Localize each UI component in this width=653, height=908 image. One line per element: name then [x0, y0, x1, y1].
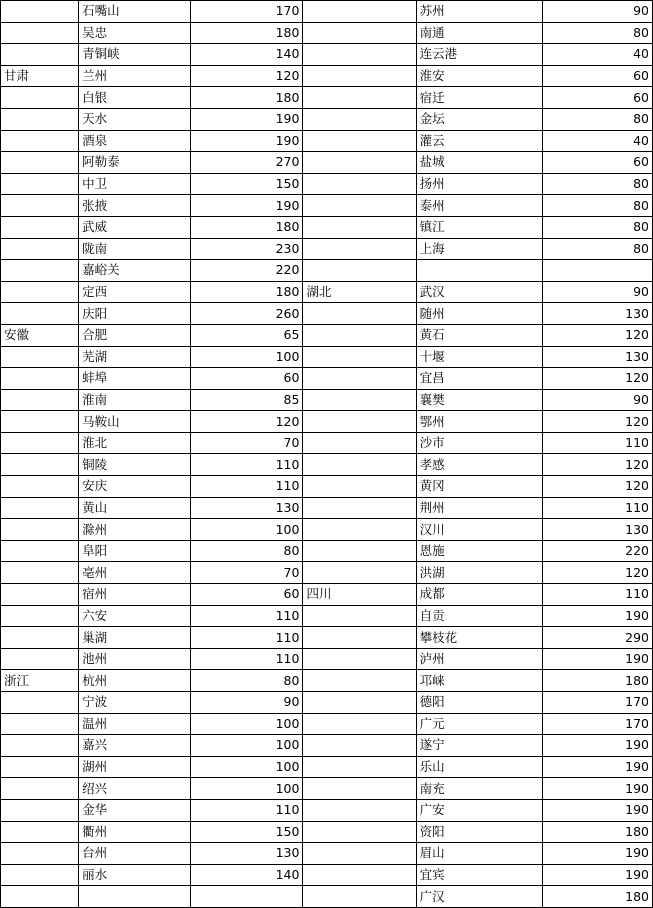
value-cell: 65 [191, 324, 303, 346]
province-cell-right [303, 648, 416, 670]
table-row [1, 476, 653, 498]
table-row [1, 260, 653, 282]
city-cell-right: 洪湖 [416, 562, 542, 584]
province-cell-right [303, 1, 416, 23]
table-row [1, 584, 653, 606]
value-cell: 100 [191, 519, 303, 541]
value-cell: 110 [191, 454, 303, 476]
city-cell: 蚌埠 [79, 368, 191, 390]
province-cell [1, 346, 79, 368]
province-cell-right [303, 216, 416, 238]
city-cell: 定西 [79, 281, 191, 303]
table-row [1, 692, 653, 714]
province-cell-right [303, 260, 416, 282]
city-cell-right: 宜宾 [416, 864, 542, 886]
value-cell-right: 120 [542, 562, 652, 584]
province-cell [1, 22, 79, 44]
value-cell: 110 [191, 605, 303, 627]
table-row [1, 778, 653, 800]
province-cell-right: 湖北 [303, 281, 416, 303]
city-cell: 金华 [79, 799, 191, 821]
city-cell: 衢州 [79, 821, 191, 843]
city-cell-right: 邛崃 [416, 670, 542, 692]
city-cell: 杭州 [79, 670, 191, 692]
city-cell: 马鞍山 [79, 411, 191, 433]
value-cell: 180 [191, 22, 303, 44]
city-cell-right: 沙市 [416, 432, 542, 454]
city-cell-right: 十堰 [416, 346, 542, 368]
value-cell-right: 80 [542, 173, 652, 195]
province-cell-right [303, 152, 416, 174]
city-cell: 陇南 [79, 238, 191, 260]
value-cell: 100 [191, 346, 303, 368]
table-row [1, 540, 653, 562]
table-row [1, 303, 653, 325]
city-cell-right: 眉山 [416, 843, 542, 865]
value-cell: 80 [191, 670, 303, 692]
table-row [1, 756, 653, 778]
value-cell-right: 90 [542, 281, 652, 303]
province-cell [1, 735, 79, 757]
city-cell-right: 资阳 [416, 821, 542, 843]
value-cell-right: 40 [542, 44, 652, 66]
province-cell [1, 389, 79, 411]
city-cell-right: 德阳 [416, 692, 542, 714]
province-cell [1, 44, 79, 66]
city-cell-right: 攀枝花 [416, 627, 542, 649]
value-cell-right: 40 [542, 130, 652, 152]
province-cell-right [303, 843, 416, 865]
city-cell-right: 宿迁 [416, 87, 542, 109]
value-cell-right: 190 [542, 799, 652, 821]
table-row [1, 670, 653, 692]
city-cell-right: 南通 [416, 22, 542, 44]
value-cell-right: 120 [542, 454, 652, 476]
value-cell-right: 120 [542, 476, 652, 498]
province-cell [1, 821, 79, 843]
value-cell-right: 60 [542, 87, 652, 109]
value-cell-right: 190 [542, 756, 652, 778]
table-row [1, 843, 653, 865]
province-cell-right [303, 108, 416, 130]
city-cell-right: 武汉 [416, 281, 542, 303]
province-cell [1, 152, 79, 174]
table-row [1, 454, 653, 476]
value-cell-right: 110 [542, 497, 652, 519]
province-cell [1, 886, 79, 908]
city-cell: 天水 [79, 108, 191, 130]
province-cell-right [303, 735, 416, 757]
province-cell [1, 368, 79, 390]
value-cell: 190 [191, 108, 303, 130]
value-cell-right: 170 [542, 713, 652, 735]
city-cell-right: 连云港 [416, 44, 542, 66]
province-cell [1, 584, 79, 606]
value-cell: 80 [191, 540, 303, 562]
province-cell-right [303, 346, 416, 368]
province-cell-right [303, 799, 416, 821]
value-cell: 190 [191, 130, 303, 152]
city-cell: 张掖 [79, 195, 191, 217]
city-cell-right: 扬州 [416, 173, 542, 195]
city-cell: 亳州 [79, 562, 191, 584]
value-cell-right: 80 [542, 108, 652, 130]
province-cell [1, 519, 79, 541]
value-cell: 190 [191, 195, 303, 217]
city-cell-right: 苏州 [416, 1, 542, 23]
value-cell: 110 [191, 627, 303, 649]
province-cell-right [303, 605, 416, 627]
city-cell-right: 盐城 [416, 152, 542, 174]
province-cell-right [303, 670, 416, 692]
value-cell: 130 [191, 843, 303, 865]
province-cell [1, 303, 79, 325]
city-cell [79, 886, 191, 908]
value-cell: 260 [191, 303, 303, 325]
value-cell-right: 60 [542, 65, 652, 87]
value-cell: 170 [191, 1, 303, 23]
value-cell: 70 [191, 432, 303, 454]
city-cell-right: 上海 [416, 238, 542, 260]
city-cell: 兰州 [79, 65, 191, 87]
value-cell-right: 190 [542, 864, 652, 886]
province-cell-right [303, 130, 416, 152]
value-cell-right: 120 [542, 324, 652, 346]
value-cell: 140 [191, 864, 303, 886]
value-cell-right: 80 [542, 22, 652, 44]
city-cell: 宁波 [79, 692, 191, 714]
city-cell: 湖州 [79, 756, 191, 778]
value-cell: 85 [191, 389, 303, 411]
province-cell [1, 411, 79, 433]
value-cell: 180 [191, 281, 303, 303]
province-cell [1, 605, 79, 627]
province-cell [1, 216, 79, 238]
table-row [1, 389, 653, 411]
value-cell: 180 [191, 216, 303, 238]
table-body [1, 1, 653, 908]
value-cell-right: 90 [542, 389, 652, 411]
province-cell [1, 692, 79, 714]
table-row [1, 22, 653, 44]
city-cell: 淮北 [79, 432, 191, 454]
value-cell: 140 [191, 44, 303, 66]
province-cell-right [303, 713, 416, 735]
value-cell: 100 [191, 735, 303, 757]
table-row [1, 562, 653, 584]
value-cell-right: 60 [542, 152, 652, 174]
value-cell-right: 120 [542, 411, 652, 433]
value-cell-right: 290 [542, 627, 652, 649]
city-cell-right: 泰州 [416, 195, 542, 217]
province-cell [1, 562, 79, 584]
city-cell: 庆阳 [79, 303, 191, 325]
city-cell: 青铜峡 [79, 44, 191, 66]
province-cell-right [303, 303, 416, 325]
city-cell-right: 宜昌 [416, 368, 542, 390]
city-cell: 酒泉 [79, 130, 191, 152]
province-cell-right [303, 195, 416, 217]
city-cell: 芜湖 [79, 346, 191, 368]
value-cell-right: 80 [542, 216, 652, 238]
value-cell-right: 80 [542, 238, 652, 260]
value-cell-right: 180 [542, 821, 652, 843]
city-cell: 滁州 [79, 519, 191, 541]
value-cell-right: 130 [542, 346, 652, 368]
value-cell: 90 [191, 692, 303, 714]
table-row [1, 864, 653, 886]
province-cell-right [303, 389, 416, 411]
value-cell-right: 110 [542, 432, 652, 454]
city-cell-right [416, 260, 542, 282]
city-cell-right: 随州 [416, 303, 542, 325]
value-cell: 270 [191, 152, 303, 174]
city-cell: 白银 [79, 87, 191, 109]
province-cell [1, 432, 79, 454]
province-cell-right [303, 368, 416, 390]
table-row [1, 130, 653, 152]
city-cell-right: 灌云 [416, 130, 542, 152]
city-cell-right: 黄冈 [416, 476, 542, 498]
table-row [1, 324, 653, 346]
province-cell-right [303, 497, 416, 519]
province-cell [1, 130, 79, 152]
table-row [1, 87, 653, 109]
province-cell-right [303, 65, 416, 87]
city-cell: 台州 [79, 843, 191, 865]
table-row [1, 735, 653, 757]
table-row [1, 799, 653, 821]
city-cell: 阜阳 [79, 540, 191, 562]
value-cell-right: 130 [542, 519, 652, 541]
table-row [1, 173, 653, 195]
city-cell-right: 广安 [416, 799, 542, 821]
table-row [1, 195, 653, 217]
table-row [1, 368, 653, 390]
value-cell-right: 110 [542, 584, 652, 606]
value-cell: 70 [191, 562, 303, 584]
value-cell-right [542, 260, 652, 282]
table-row [1, 216, 653, 238]
table-row [1, 65, 653, 87]
city-cell: 温州 [79, 713, 191, 735]
province-cell [1, 799, 79, 821]
city-cell: 池州 [79, 648, 191, 670]
province-cell-right [303, 519, 416, 541]
city-cell-right: 黄石 [416, 324, 542, 346]
province-cell-right [303, 540, 416, 562]
province-cell [1, 648, 79, 670]
province-cell-right [303, 864, 416, 886]
province-cell: 浙江 [1, 670, 79, 692]
value-cell: 120 [191, 65, 303, 87]
province-cell-right [303, 886, 416, 908]
city-cell-right: 金坛 [416, 108, 542, 130]
city-cell: 中卫 [79, 173, 191, 195]
province-cell [1, 476, 79, 498]
province-cell-right [303, 411, 416, 433]
city-cell-right: 乐山 [416, 756, 542, 778]
value-cell [191, 886, 303, 908]
province-cell-right [303, 238, 416, 260]
city-cell-right: 成都 [416, 584, 542, 606]
province-cell [1, 260, 79, 282]
province-cell-right [303, 454, 416, 476]
value-cell: 110 [191, 476, 303, 498]
table-row [1, 152, 653, 174]
province-cell [1, 843, 79, 865]
city-cell-right: 鄂州 [416, 411, 542, 433]
value-cell-right: 130 [542, 303, 652, 325]
city-cell: 黄山 [79, 497, 191, 519]
province-cell [1, 108, 79, 130]
province-cell: 安徽 [1, 324, 79, 346]
table-row [1, 411, 653, 433]
province-cell-right [303, 692, 416, 714]
city-cell-right: 泸州 [416, 648, 542, 670]
value-cell: 150 [191, 173, 303, 195]
table-row [1, 648, 653, 670]
province-cell-right [303, 173, 416, 195]
value-cell: 110 [191, 799, 303, 821]
city-cell: 吴忠 [79, 22, 191, 44]
value-cell-right: 120 [542, 368, 652, 390]
province-cell: 甘肃 [1, 65, 79, 87]
city-cell: 丽水 [79, 864, 191, 886]
value-cell: 60 [191, 584, 303, 606]
city-cell-right: 淮安 [416, 65, 542, 87]
value-cell: 100 [191, 778, 303, 800]
province-cell [1, 454, 79, 476]
value-cell-right: 90 [542, 1, 652, 23]
city-cell-right: 镇江 [416, 216, 542, 238]
province-cell [1, 173, 79, 195]
table-row [1, 108, 653, 130]
value-cell: 220 [191, 260, 303, 282]
city-cell: 嘉兴 [79, 735, 191, 757]
table-row [1, 281, 653, 303]
city-cell: 阿勒泰 [79, 152, 191, 174]
city-cell-right: 广汉 [416, 886, 542, 908]
city-cell: 铜陵 [79, 454, 191, 476]
table-row [1, 1, 653, 23]
province-cell [1, 540, 79, 562]
table-row [1, 605, 653, 627]
province-cell-right [303, 778, 416, 800]
value-cell-right: 80 [542, 195, 652, 217]
city-cell-right: 南充 [416, 778, 542, 800]
table-row [1, 519, 653, 541]
city-cell: 安庆 [79, 476, 191, 498]
province-cell [1, 497, 79, 519]
province-cell [1, 713, 79, 735]
city-cell-right: 荆州 [416, 497, 542, 519]
value-cell: 180 [191, 87, 303, 109]
province-cell-right [303, 627, 416, 649]
table-row [1, 44, 653, 66]
value-cell: 120 [191, 411, 303, 433]
city-cell: 宿州 [79, 584, 191, 606]
value-cell-right: 190 [542, 648, 652, 670]
value-cell-right: 190 [542, 735, 652, 757]
city-cell: 合肥 [79, 324, 191, 346]
value-cell-right: 190 [542, 843, 652, 865]
province-cell-right [303, 44, 416, 66]
province-cell-right: 四川 [303, 584, 416, 606]
city-cell: 巢湖 [79, 627, 191, 649]
value-cell: 60 [191, 368, 303, 390]
value-cell: 150 [191, 821, 303, 843]
province-cell [1, 195, 79, 217]
table-row [1, 627, 653, 649]
province-cell-right [303, 432, 416, 454]
value-cell: 230 [191, 238, 303, 260]
table-row [1, 346, 653, 368]
table-row [1, 432, 653, 454]
province-cell-right [303, 22, 416, 44]
city-cell-right: 遂宁 [416, 735, 542, 757]
value-cell-right: 190 [542, 605, 652, 627]
value-cell-right: 180 [542, 886, 652, 908]
city-cell-right: 汉川 [416, 519, 542, 541]
value-cell: 100 [191, 713, 303, 735]
province-cell [1, 627, 79, 649]
city-cell: 武威 [79, 216, 191, 238]
table-row [1, 238, 653, 260]
value-cell-right: 180 [542, 670, 652, 692]
value-cell: 110 [191, 648, 303, 670]
value-cell: 100 [191, 756, 303, 778]
city-cell-right: 自贡 [416, 605, 542, 627]
province-cell-right [303, 756, 416, 778]
value-cell-right: 190 [542, 778, 652, 800]
table-row [1, 821, 653, 843]
province-cell [1, 87, 79, 109]
province-cell [1, 281, 79, 303]
province-cell-right [303, 87, 416, 109]
city-cell: 石嘴山 [79, 1, 191, 23]
table-row [1, 713, 653, 735]
province-cell [1, 238, 79, 260]
province-cell [1, 864, 79, 886]
city-cell: 淮南 [79, 389, 191, 411]
city-cell: 六安 [79, 605, 191, 627]
province-cell-right [303, 476, 416, 498]
city-cell-right: 恩施 [416, 540, 542, 562]
city-cell: 绍兴 [79, 778, 191, 800]
city-cell: 嘉峪关 [79, 260, 191, 282]
province-cell [1, 756, 79, 778]
value-cell-right: 170 [542, 692, 652, 714]
value-cell: 130 [191, 497, 303, 519]
table-row [1, 886, 653, 908]
province-cell-right [303, 562, 416, 584]
province-cell-right [303, 324, 416, 346]
province-cell [1, 778, 79, 800]
province-cell-right [303, 821, 416, 843]
province-cell [1, 1, 79, 23]
city-cell-right: 襄樊 [416, 389, 542, 411]
city-cell-right: 广元 [416, 713, 542, 735]
table-row [1, 497, 653, 519]
city-cell-right: 孝感 [416, 454, 542, 476]
value-cell-right: 220 [542, 540, 652, 562]
